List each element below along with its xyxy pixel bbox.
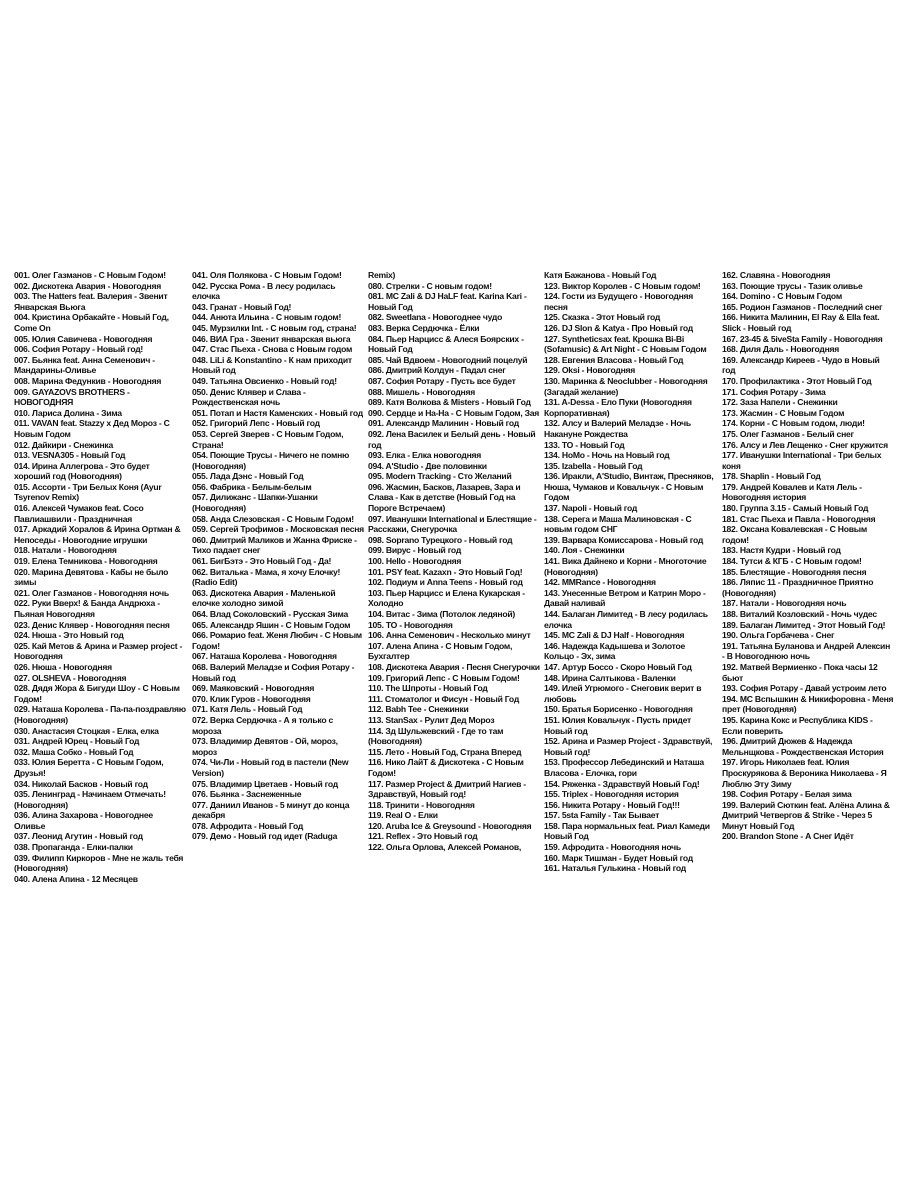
- track-entry: 001. Олег Газманов - С Новым Годом!: [14, 270, 166, 280]
- track-entry: 033. Юлия Беретта - С Новым Годом, Друзья!: [14, 757, 164, 778]
- track-entry: 133. ТО - Новый Год: [544, 439, 625, 450]
- track-entry: 045. Мурзилки Int. - С новым год, страна!: [192, 322, 357, 333]
- track-entry: 114. Зд Шульжевский - Где то там (Новогодняя): [368, 725, 504, 747]
- track-entry: 095. Modern Tracking - Сто Желаний: [368, 471, 512, 482]
- track-entry: 110. The Шпроты - Новый Год: [368, 683, 488, 694]
- track-entry: 007. Бьянка feat. Анна Семенович - Мандарины-Оливье: [14, 354, 155, 376]
- track-entry: 073. Владимир Девятов - Ой, мороз, мороз: [192, 736, 338, 757]
- track-entry: 083. Верка Сердючка - Ёлки: [368, 322, 480, 333]
- track-entry: 106. Анна Семенович - Несколько минут: [368, 630, 531, 641]
- track-entry: 082. Sweetlana - Новогоднее чудо: [368, 312, 503, 323]
- track-entry: 094. A'Studio - Две половинки: [368, 460, 487, 471]
- track-entry: 017. Аркадий Хоралов & Ирина Ортман & Непоседы - Новогодние игрушки: [14, 524, 181, 545]
- track-entry: 040. Алена Апина - 12 Месяцев: [14, 873, 138, 884]
- track-entry: 099. Вирус - Новый год: [368, 545, 462, 556]
- track-entry: 030. Анастасия Стоцкая - Елка, елка: [14, 725, 159, 736]
- track-entry: 178. Shaplin - Новый Год: [722, 471, 821, 482]
- track-entry: 096. Жасмин, Басков, Лазарев, Зара и Слава - Как в детстве (Новый Год на Пороге Встречаем): [368, 481, 521, 514]
- track-entry: 150. Братья Борисенко - Новогодняя: [544, 704, 693, 715]
- track-entry: 190. Ольга Горбачева - Снег: [722, 630, 835, 641]
- track-entry: 199. Валерий Сюткин feat. Алёна Алина & Дмитрий Четвергов & Strike - Через 5 Минут Новый Год: [722, 799, 890, 831]
- track-entry: 051. Потап и Настя Каменских - Новый год: [192, 407, 363, 418]
- track-entry: 147. Артур Боссо - Скоро Новый Год: [544, 661, 692, 672]
- track-entry: 042. Русска Рома - В лесу родилась елочка: [192, 280, 336, 302]
- track-entry: 071. Катя Лель - Новый Год: [192, 704, 303, 715]
- track-entry: 005. Юлия Савичева - Новогодняя: [14, 333, 153, 344]
- track-entry: 145. MC Zali & DJ Half - Новогодняя: [544, 630, 685, 641]
- track-entry: 130. Маринка & Neoclubber - Новогодняя (Загадай желание): [544, 375, 708, 397]
- track-entry: 041. Оля Полякова - С Новым Годом!: [192, 270, 342, 280]
- track-entry: 152. Арина и Размер Project - Здравствуй, Новый год!: [544, 736, 713, 757]
- track-entry: 039. Филипп Киркоров - Мне не жаль тебя (Новогодняя): [14, 852, 184, 874]
- track-entry: 003. The Hatters feat. Валерия - Звенит Январская Вьюга: [14, 291, 168, 312]
- track-entry: Катя Бажанова - Новый Год: [544, 270, 657, 280]
- track-entry: 020. Марина Девятова - Кабы не было зимы: [14, 566, 169, 588]
- track-entry: 006. София Ротару - Новый год!: [14, 344, 144, 355]
- track-entry: 120. Aruba Ice & Greysound - Новогодняя: [368, 820, 532, 831]
- track-entry: 067. Наташа Королева - Новогодняя: [192, 651, 337, 662]
- tracklist-column-4: [544, 270, 716, 874]
- track-entry: 076. Бьянка - Заснеженные: [192, 789, 302, 800]
- track-entry: 024. Нюша - Это Новый год: [14, 630, 124, 641]
- track-entry: 126. DJ Slon & Katya - Про Новый год: [544, 322, 693, 333]
- track-entry: 079. Демо - Новый год идет (Raduga: [192, 831, 338, 842]
- track-entry: 136. Иракли, A'Studio, Винтаж, Пресняков, Нюша, Чумаков и Ковальчук - С Новым Годом: [544, 471, 714, 503]
- track-entry: 177. Иванушки International - Три белых коня: [722, 450, 882, 471]
- track-entry: 160. Марк Тишман - Будет Новый год: [544, 852, 693, 863]
- track-entry: 176. Алсу и Лев Лещенко - Снег кружится: [722, 439, 888, 450]
- track-entry: Remix): [368, 270, 396, 280]
- track-entry: 197. Игорь Николаев feat. Юлия Проскурякова & Вероника Николаева - Я Люблю Эту Зиму: [722, 757, 887, 789]
- track-entry: 063. Дискотека Авария - Маленькой елочке холодно зимой: [192, 587, 336, 609]
- track-entry: 069. Маяковский - Новогодняя: [192, 683, 315, 694]
- track-entry: 155. Triplex - Новогодняя история: [544, 789, 679, 800]
- track-entry: 101. PSY feat. Kazaxn - Это Новый Год!: [368, 566, 523, 577]
- track-entry: 144. Балаган Лимитед - В лесу родилась елочка: [544, 609, 708, 630]
- track-entry: 103. Пьер Нарцисс и Елена Кукарская - Холодно: [368, 587, 525, 609]
- track-entry: 112. Babh Tee - Снежинки: [368, 704, 469, 715]
- track-entry: 010. Лариса Долина - Зима: [14, 407, 122, 418]
- track-entry: 171. София Ротару - Зима: [722, 386, 826, 397]
- track-entry: 181. Стас Пьеха и Павла - Новогодняя: [722, 513, 876, 524]
- track-entry: 104. Витас - Зима (Потолок ледяной): [368, 609, 516, 619]
- track-entry: 050. Денис Клявер и Слава - Рождественская ночь: [192, 386, 306, 408]
- track-entry: 128. Евгения Власова - Новый Год: [544, 354, 684, 365]
- track-entry: 186. Ляпис 11 - Праздничное Приятно (Новогодняя): [722, 577, 874, 598]
- track-entry: 140. Лоя - Снежинки: [544, 545, 625, 556]
- track-entry: 049. Татьяна Овсиенко - Новый год!: [192, 375, 337, 386]
- track-entry: 097. Иванушки International и Блестящие - Расскажи, Снегурочка: [368, 513, 537, 535]
- track-entry: 037. Леонид Агутин - Новый год: [14, 831, 143, 842]
- track-entry: 121. Reflex - Это Новый год: [368, 831, 478, 842]
- track-entry: 175. Олег Газманов - Белый снег: [722, 428, 854, 439]
- track-entry: 198. София Ротару - Белая зима: [722, 789, 852, 800]
- track-entry: 179. Андрей Ковалев и Катя Лель - Новогодняя история: [722, 481, 862, 503]
- track-entry: 091. Александр Малинин - Новый год: [368, 418, 519, 429]
- track-entry: 172. Заза Напели - Снежинки: [722, 397, 838, 408]
- track-entry: 149. Илей Угрюмого - Снеговик верит в любовь: [544, 683, 702, 704]
- track-entry: 019. Елена Темникова - Новогодняя: [14, 556, 158, 567]
- track-entry: 138. Серега и Маша Малиновская - С новым годом СНГ: [544, 513, 692, 535]
- track-entry: 189. Балаган Лимитед - Этот Новый Год!: [722, 619, 886, 630]
- track-entry: 194. МС Вспышкин & Никифоровна - Меня прет (Новогодняя): [722, 693, 894, 715]
- track-entry: 021. Олег Газманов - Новогодняя ночь: [14, 587, 169, 598]
- track-entry: 038. Пропаганда - Елки-палки: [14, 842, 133, 853]
- track-entry: 137. Napoli - Новый год: [544, 503, 638, 514]
- track-entry: 053. Сергей Зверев - С Новым Годом, Страна!: [192, 428, 344, 450]
- track-entry: 089. Катя Волкова & Misters - Новый Год: [368, 397, 531, 408]
- track-entry: 134. НоМо - Ночь на Новый год: [544, 450, 670, 461]
- track-entry: 084. Пьер Нарцисс & Алеся Боярских - Новый Год: [368, 333, 524, 355]
- track-entry: 142. MMRance - Новогодняя: [544, 577, 656, 588]
- track-entry: 157. 5sta Family - Так Бывает: [544, 810, 660, 821]
- track-entry: 090. Сердце и На-На - С Новым Годом, Зая: [368, 407, 540, 418]
- track-entry: 162. Славяна - Новогодняя: [722, 270, 831, 280]
- track-entry: 191. Татьяна Буланова и Андрей Алексин - В Новогоднюю ночь: [722, 640, 891, 662]
- track-entry: 025. Кай Метов & Арина и Размер project - Новогодняя: [14, 640, 183, 662]
- track-entry: 055. Лада Дэнс - Новый Год: [192, 471, 304, 482]
- track-entry: 131. A-Dessa - Ело Пуки (Новогодняя Корпоративная): [544, 397, 692, 418]
- track-entry: 008. Марина Федункив - Новогодняя: [14, 375, 162, 386]
- track-entry: 119. Real O - Елки: [368, 810, 438, 821]
- track-entry: 151. Юлия Ковальчук - Пусть придет Новый год: [544, 714, 691, 736]
- track-entry: 200. Brandon Stone - А Снег Идёт: [722, 831, 854, 842]
- track-entry: 115. Лето - Новый Год, Страна Вперед: [368, 746, 522, 757]
- track-entry: 075. Владимир Цветаев - Новый год: [192, 778, 338, 789]
- track-entry: 016. Алексей Чумаков feat. Coco Павлиашвили - Праздничная: [14, 503, 144, 524]
- track-entry: 034. Николай Басков - Новый год: [14, 778, 148, 789]
- track-entry: 174. Корни - С Новым годом, люди!: [722, 418, 865, 429]
- track-entry: 148. Ирина Салтыкова - Валенки: [544, 672, 676, 683]
- track-entry: 166. Никита Малинин, El Ray & Ella feat. Slick - Новый год: [722, 312, 880, 333]
- track-entry: 129. Oksi - Новогодняя: [544, 365, 636, 376]
- track-entry: 127. Syntheticsax feat. Крошка Bi-Bi (Sofamusic) & Art Night - С Новым Годом: [544, 333, 707, 355]
- track-entry: 012. Дайкири - Снежинка: [14, 439, 114, 450]
- track-entry: 065. Александр Яшин - С Новым Годом: [192, 619, 351, 630]
- track-entry: 064. Влад Соколовский - Русская Зима: [192, 609, 349, 619]
- track-entry: 117. Размер Project & Дмитрий Нагиев - Здравствуй, Новый год!: [368, 778, 526, 800]
- tracklist-column-5: [722, 270, 894, 842]
- track-entry: 018. Натали - Новогодняя: [14, 545, 117, 556]
- track-entry: 125. Сказка - Этот Новый год: [544, 312, 661, 323]
- track-entry: 169. Александр Киреев - Чудо в Новый год: [722, 354, 880, 376]
- track-entry: 066. Ромарио feat. Женя Любич - С Новым Годом!: [192, 630, 362, 651]
- tracklist-column-3: [368, 270, 540, 853]
- track-entry: 123. Виктор Королев - С Новым годом!: [544, 280, 701, 291]
- track-entry: 093. Елка - Елка новогодняя: [368, 450, 482, 461]
- track-entry: 056. Фабрика - Белым-белым: [192, 481, 312, 492]
- track-entry: 107. Алена Апина - С Новым Годом, Бухгалтер: [368, 640, 513, 662]
- track-entry: 146. Надежда Кадышева и Золотое Кольцо - Эх, зима: [544, 640, 685, 662]
- track-entry: 032. Маша Собко - Новый Год: [14, 746, 134, 757]
- track-entry: 029. Наташа Королева - Па-па-поздравляю (Новогодняя): [14, 704, 186, 725]
- track-entry: 070. Клик Гуров - Новогодняя: [192, 693, 311, 704]
- track-entry: 180. Группа 3.15 - Самый Новый Год: [722, 503, 869, 514]
- track-entry: 035. Ленинград - Начинаем Отмечать! (Новогодняя): [14, 789, 166, 810]
- track-entry: 023. Денис Клявер - Новогодняя песня: [14, 619, 170, 630]
- track-entry: 022. Руки Вверх! & Банда Андрюха - Пьяная Новогодняя: [14, 598, 160, 619]
- track-entry: 111. Стоматолог и Фисун - Новый Год: [368, 693, 520, 704]
- track-entry: 080. Стрелки - С новым годом!: [368, 280, 492, 291]
- track-entry: 159. Афродита - Новогодняя ночь: [544, 842, 681, 853]
- track-entry: 043. Гранат - Новый Год!: [192, 301, 292, 312]
- track-entry: 048. LiLi & Konstantino - К нам приходит Новый год: [192, 354, 352, 376]
- track-entry: 165. Родион Газманов - Последний снег: [722, 301, 883, 312]
- track-entry: 143. Унесенные Ветром и Катрин Моро - Давай наливай: [544, 587, 706, 609]
- track-entry: 102. Подиум и Anna Teens - Новый год: [368, 577, 523, 588]
- track-entry: 060. Дмитрий Маликов и Жанна Фриске - Тихо падает снег: [192, 534, 357, 556]
- track-entry: 081. MC Zali & DJ HaLF feat. Karina Kari - Новый Год: [368, 291, 527, 312]
- track-entry: 011. VAVAN feat. Stazzy x Дед Мороз - С Новым Годом: [14, 418, 170, 439]
- tracklist-sheet: [12, 270, 892, 940]
- track-entry: 004. Кристина Орбакайте - Новый Год, Come On: [14, 312, 169, 333]
- track-entry: 185. Блестящие - Новогодняя песня: [722, 566, 867, 577]
- track-entry: 118. Тринити - Новогодняя: [368, 799, 475, 810]
- track-entry: 122. Ольга Орлова, Алексей Романов,: [368, 842, 521, 853]
- track-entry: 124. Гости из Будущего - Новогодняя песня: [544, 291, 694, 312]
- track-entry: 135. Izabella - Новый Год: [544, 460, 643, 471]
- track-entry: 156. Никита Ротару - Новый Год!!!: [544, 799, 680, 810]
- track-entry: 047. Стас Пьеха - Снова с Новым годом: [192, 344, 353, 355]
- track-entry: 113. StanSax - Рулит Дед Мороз: [368, 714, 495, 725]
- track-entry: 059. Сергей Трофимов - Московская песня: [192, 524, 364, 535]
- track-entry: 085. Чай Вдвоем - Новогодний поцелуй: [368, 354, 528, 365]
- tracklist-column-1: [14, 270, 186, 884]
- track-entry: 015. Ассорти - Три Белых Коня (Ayur Tsyrenov Remix): [14, 481, 162, 503]
- track-entry: 108. Дискотека Авария - Песня Снегурочки: [368, 661, 540, 672]
- track-entry: 187. Натали - Новогодняя ночь: [722, 598, 847, 609]
- track-entry: 195. Карина Кокс и Республика KIDS - Если поверить: [722, 714, 873, 736]
- track-entry: 072. Верка Сердючка - А я только с мороза: [192, 714, 333, 736]
- track-entry: 141. Вика Дайнеко и Корни - Многоточие (Новогодняя): [544, 556, 707, 577]
- track-entry: 170. Профилактика - Этот Новый Год: [722, 375, 872, 386]
- track-entry: 014. Ирина Аллегрова - Это будет хороший год (Новогодняя): [14, 460, 150, 482]
- track-entry: 054. Поющие Трусы - Ничего не помню (Новогодняя): [192, 450, 350, 471]
- track-entry: 109. Григорий Лепс - С Новым Годом!: [368, 672, 520, 683]
- track-entry: 132. Алсу и Валерий Меладзе - Ночь Накануне Рождества: [544, 418, 691, 439]
- track-entry: 027. OLSHEVA - Новогодняя: [14, 672, 127, 683]
- track-entry: 031. Андрей Юрец - Новый Год: [14, 736, 140, 747]
- track-entry: 192. Матвей Вермиенко - Пока часы 12 бьют: [722, 661, 878, 683]
- track-entry: 046. ВИА Гра - Звенит январская вьюга: [192, 333, 351, 344]
- track-entry: 167. 23-45 & 5iveSta Family - Новогодняя: [722, 333, 883, 344]
- track-entry: 188. Виталий Козловский - Ночь чудес: [722, 609, 877, 619]
- track-entry: 057. Дилижанс - Шапки-Ушанки (Новогодняя): [192, 492, 318, 514]
- track-entry: 052. Григорий Лепс - Новый год: [192, 418, 320, 429]
- track-entry: 077. Даниил Иванов - 5 минут до конца декабря: [192, 799, 350, 821]
- track-entry: 100. Hello - Новогодняя: [368, 556, 462, 567]
- track-entry: 013. VESNA305 - Новый Год: [14, 450, 126, 461]
- track-entry: 173. Жасмин - С Новым Годом: [722, 407, 845, 418]
- track-entry: 036. Алина Захарова - Новогоднее Оливье: [14, 810, 153, 831]
- track-entry: 196. Дмитрий Дюжев & Надежда Мельнщкова - Рождественская История: [722, 736, 884, 757]
- track-entry: 009. GAYAZOVS BROTHERS - НОВОГОДНЯЯ: [14, 386, 130, 408]
- track-entry: 098. Soprano Турецкого - Новый год: [368, 534, 513, 545]
- track-entry: 105. ТО - Новогодняя: [368, 619, 453, 630]
- track-entry: 153. Профессор Лебединский и Наташа Власова - Елочка, гори: [544, 757, 704, 778]
- track-entry: 116. Нико ЛайТ & Дискотека - С Новым Годом!: [368, 757, 524, 778]
- track-entry: 068. Валерий Меладзе и София Ротару - Новый год: [192, 661, 355, 683]
- track-entry: 087. София Ротару - Пусть все будет: [368, 375, 516, 386]
- track-entry: 163. Поющие трусы - Тазик оливье: [722, 280, 863, 291]
- track-entry: 044. Анюта Ильина - С новым годом!: [192, 312, 342, 323]
- track-entry: 078. Афродита - Новый Год: [192, 820, 304, 831]
- track-entry: 139. Варвара Комиссарова - Новый год: [544, 534, 704, 545]
- track-entry: 058. Анда Слезовская - С Новым Годом!: [192, 513, 354, 524]
- track-entry: 002. Дискотека Авария - Новогодняя: [14, 280, 161, 291]
- track-entry: 164. Domino - С Новым Годом: [722, 291, 842, 302]
- track-entry: 193. София Ротару - Давай устроим лето: [722, 683, 887, 694]
- track-entry: 074. Чи-Ли - Новый год в пастели (New Version): [192, 757, 349, 778]
- track-entry: 086. Дмитрий Колдун - Падал снег: [368, 365, 506, 376]
- track-entry: 061. БигБэтэ - Это Новый Год - Да!: [192, 556, 332, 567]
- track-entry: 161. Наталья Гулькина - Новый год: [544, 863, 686, 874]
- track-entry: 182. Оксана Ковалевская - С Новым годом!: [722, 524, 867, 545]
- track-entry: 184. Тутси & КГБ - С Новым годом!: [722, 556, 862, 567]
- track-entry: 158. Пара нормальных feat. Риал Камеди Новый Год: [544, 820, 710, 842]
- track-entry: 168. Диля Даль - Новогодняя: [722, 344, 840, 355]
- track-entry: 026. Нюша - Новогодняя: [14, 661, 112, 672]
- track-entry: 028. Дядя Жора & Бигуди Шоу - С Новым Годом!: [14, 683, 180, 704]
- track-entry: 062. Виталька - Мама, я хочу Елочку! (Radio Edit): [192, 566, 341, 588]
- tracklist-column-2: [192, 270, 364, 842]
- track-entry: 183. Настя Кудри - Новый год: [722, 545, 841, 556]
- track-entry: 154. Ряженка - Здравствуй Новый Год!: [544, 778, 700, 789]
- track-entry: 088. Мишель - Новогодняя: [368, 386, 476, 397]
- track-entry: 092. Лена Василек и Белый день - Новый год: [368, 428, 536, 450]
